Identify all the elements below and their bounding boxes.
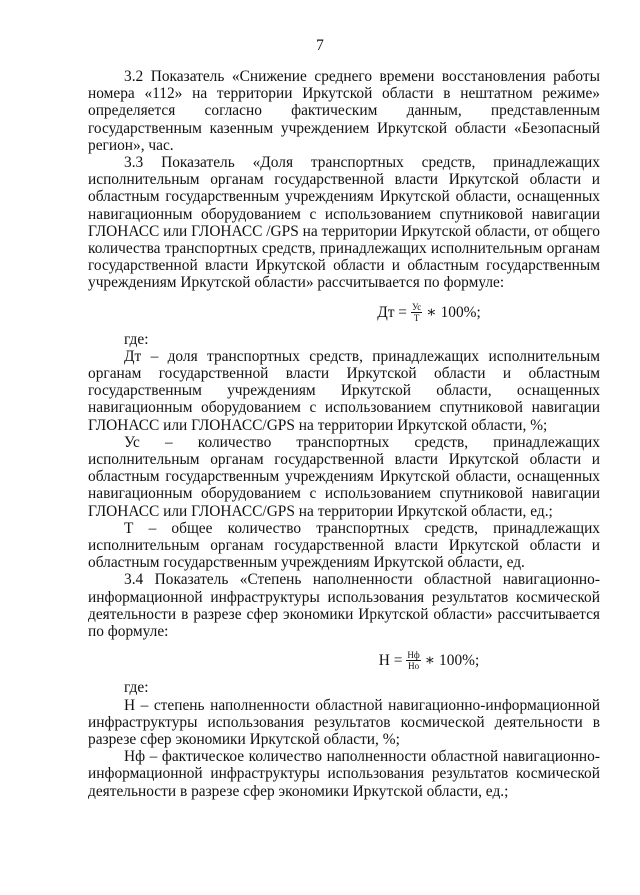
formula-dt-denominator: Т xyxy=(413,312,420,323)
formula-n-lhs: Н = xyxy=(378,652,403,670)
formula-n-denominator: Но xyxy=(408,661,420,672)
page-number: 7 xyxy=(316,37,324,54)
definition-us: Ус – количество транспортных средств, принадлежащих исполнительным органам государственной власти Иркутской области и областным государственным учреждениям Иркутской области, оснащенных навигационным оборудованием с использованием спутниковой навигации ГЛОНАСС или ГЛОНАСС/GPS на территории Иркутской области, ед.; xyxy=(88,433,600,520)
formula-n-rhs: ∗ 100%; xyxy=(424,652,480,670)
paragraph-3-3: 3.3 Показатель «Доля транспортных средств, принадлежащих исполнительным органам государственной власти Иркутской области и областным государственным учреждениям Иркутской области, оснащенных навигационным оборудованием с использованием спутниковой навигации ГЛОНАСС или ГЛОНАСС /GPS на территории Иркутской области, от общего количества транспортных средств, принадлежащих исполнительным органам государственной власти Иркутской области и областным государственным учреждениям Иркутской области» рассчитывается по формуле: xyxy=(88,154,600,292)
formula-dt xyxy=(258,302,600,323)
formula-dt-rhs: ∗ 100%; xyxy=(426,303,481,321)
formula-n-numerator: Нф xyxy=(407,650,420,661)
definition-n: Н – степень наполненности областной навигационно-информационной инфраструктуры использования результатов космической деятельности в разрезе сфер экономики Иркутской области, %; xyxy=(88,696,600,748)
definition-nf: Нф – фактическое количество наполненности областной навигационно-информационной инфраструктуры использования результатов космической деятельности в разрезе сфер экономики Иркутской области, ед.; xyxy=(88,748,600,800)
paragraph-3-4: 3.4 Показатель «Степень наполненности областной навигационно-информационной инфраструктуры использования результатов космической деятельности в разрезе сфер экономики Иркутской области» рассчитывается по формуле: xyxy=(88,571,600,641)
definition-dt: Дт – доля транспортных средств, принадлежащих исполнительным органам государственной власти Иркутской области и областным государственным учреждениям Иркутской области, оснащенных навигационным оборудованием с использованием спутниковой навигации ГЛОНАСС или ГЛОНАСС/GPS на территории Иркутской области, %; xyxy=(88,347,600,434)
where-label-2: где: xyxy=(124,679,149,697)
formula-n xyxy=(258,650,600,671)
where-label-1: где: xyxy=(124,330,149,348)
formula-dt-lhs: Дт = xyxy=(377,303,407,321)
formula-dt-fraction xyxy=(411,302,422,323)
definition-t: Т – общее количество транспортных средств, принадлежащих исполнительным органам государственной власти Иркутской области и областным государственным учреждениям Иркутской области, ед. xyxy=(88,519,600,572)
paragraph-3-2: 3.2 Показатель «Снижение среднего времени восстановления работы номера «112» на территории Иркутской области в нештатном режиме» определяется согласно фактическим данным, представленным государственным казенным учреждением Иркутской области «Безопасный регион», час. xyxy=(88,68,600,154)
formula-dt-numerator: Ус xyxy=(411,301,422,312)
document-body xyxy=(88,68,600,800)
formula-n-fraction xyxy=(406,650,420,671)
